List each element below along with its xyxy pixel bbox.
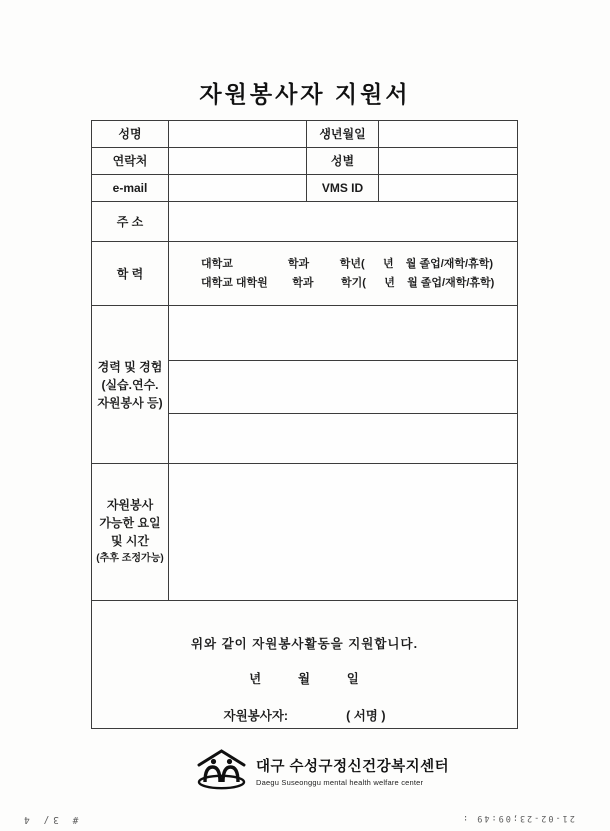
birthdate-field [379,121,518,148]
name-label: 성명 [92,121,169,148]
career-label [92,306,169,464]
application-form-table [91,120,518,729]
email-label: e-mail [92,175,169,202]
declaration-date-line: 년 월 일 [249,671,360,686]
vms-id-field [379,175,518,202]
career-entry-cell [169,414,518,464]
availability-label-line: 및 시간 [110,534,150,548]
availability-label-line: (추후 조정가능) [96,553,164,564]
gender-field [379,148,518,175]
availability-label-line: 가능한 요일 [99,516,161,530]
career-label-line: 경력 및 경험 [97,359,163,374]
career-row [92,306,518,361]
email-field [169,175,307,202]
volunteer-signer-label: 자원봉사자: [223,708,289,723]
birthdate-label: 생년월일 [307,121,379,148]
availability-row [92,464,518,601]
table-row [92,202,518,242]
house-with-people-icon [194,746,249,795]
career-label-line: 자원봉사 등) [97,395,163,410]
vms-id-label: VMS ID [307,175,379,202]
fax-timestamp-upside-down: 21-02-23;09:49 : [461,813,575,823]
career-entry-cell [169,306,518,361]
org-name-korean: 대구 수성구정신건강복지센터 [256,758,450,775]
address-field [169,202,518,242]
org-name-english: Daegu Suseonggu mental health welfare center [256,777,424,787]
education-row [92,242,518,306]
org-logo [194,746,449,795]
page-title: 자원봉사자 지원서 [199,81,411,107]
signature-note: ( 서명 ) [346,708,386,723]
gender-label: 성별 [307,148,379,175]
education-university-line: 대학교 학과 학년( 년 월 졸업/재학/휴학) [201,257,494,270]
education-gradschool-line: 대학교 대학원 학과 학기( 년 월 졸업/재학/휴학) [201,276,495,289]
availability-label [92,464,169,601]
address-label: 주 소 [92,202,169,242]
contact-field [169,148,307,175]
education-field [169,242,518,306]
table-row [92,121,518,148]
declaration-signature-line [92,706,517,724]
availability-field [169,464,518,601]
fax-page-indicator-upside-down: # 3/ 4 [20,814,79,825]
career-label-line: (실습.연수. [101,377,159,392]
name-field [169,121,307,148]
table-row [92,175,518,202]
declaration-statement: 위와 같이 자원봉사활동을 지원합니다. [190,636,419,651]
contact-label: 연락처 [92,148,169,175]
career-entry-cell [169,361,518,414]
availability-label-line: 자원봉사 [106,498,154,512]
table-row [92,148,518,175]
declaration-row [92,601,518,729]
declaration-cell [92,601,518,729]
education-label: 학 력 [92,242,169,306]
